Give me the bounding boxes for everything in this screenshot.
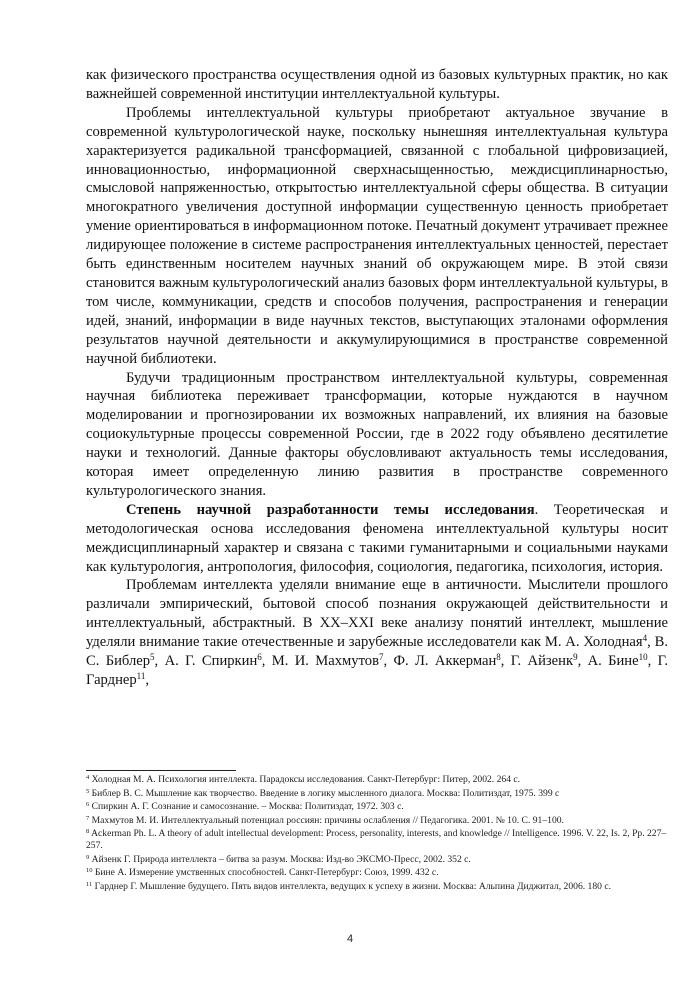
footnote-mark[interactable]: 4 [642,633,648,644]
separator: , [261,653,272,670]
footnote-number: 9 [86,853,90,861]
footnote-item [86,788,670,800]
paragraph-4 [86,501,668,577]
footnote-number: 8 [86,828,90,835]
footnote-text: Гарднер Г. Мышление будущего. Пять видов интеллекта, ведущих к успеху в жизни. Москва: Альпина Диджитал, 2006. 180 с. [92,880,611,892]
footnote-text: Холодная М. А. Психология интеллекта. Парадоксы исследования. Санкт-Петербург: Питер, 2002. 264 с. [89,774,521,785]
footnote-text: Бине А. Измерение умственных способностей. Санкт-Петербург: Союз, 1999. 432 с. [92,867,439,879]
footnote-item [86,881,670,893]
paragraph-2: Проблемы интеллектуальной культуры приобретают актуальное звучание в современной культурологической науке, поскольку нынешняя интеллектуальная культура характеризуется радикальной трансформацией, связанной с глобальной цифровизацией, инновационностью, информационной сверхнасыщенностью, междисциплинарностью, смысловой напряженностью, открытостью интеллектуальной сферы общества. В ситуации многократного увеличения доступной информации существенную ценность приобретает умение ориентироваться в информационном потоке. Печатный документ утрачивает прежнее лидирующее положение в системе распространения интеллектуальных ценностей, перестает быть единственным носителем научных знаний об окружающем мире. В этой связи становится важным культурологический анализ базовых форм интеллектуальной культуры, в том числе, коммуникации, средств и способов получения, распространения и генерации идей, знаний, информации в виде научных текстов, выступающих эталонами оформления результатов научной деятельности и аккумулирующимися в пространстве современной научной библиотеки. [86,104,668,367]
footnote-mark[interactable]: 7 [378,652,384,663]
footnote-text: Махмутов М. И. Интеллектуальный потенциал россиян: причины ослабления // Педагогика. 2001. № 10. С. 91–100. [89,814,564,826]
separator: , [577,653,588,670]
footnotes [86,774,670,894]
footnote-mark[interactable]: 10 [638,652,648,663]
footnote-text: Спиркин А. Г. Сознание и самосознание. – Москва: Политиздат, 1972. 303 с. [89,801,404,812]
author-name: М. А. Холодная [544,634,643,651]
footnote-mark[interactable]: 11 [136,671,146,681]
footnote-mark[interactable]: 5 [150,652,155,663]
paragraph-1: как физического пространства осуществления одной из базовых культурных практик, но как важнейшей современной институции интеллектуальной культуры. [86,67,668,102]
footnote-text: Айзенк Г. Природа интеллекта – битва за разум. Москва: Изд-во ЭКСМО-Пресс, 2002. 352 с. [89,853,471,865]
separator: , [383,653,394,670]
footnote-text: Ackerman Ph. L. A theory of adult intellectual development: Process, personality, interests, and knowledge // Intelligence. 1996. V. 22, Is. 2, Pp. 227–257. [86,828,667,852]
separator: , [647,634,655,651]
separator: , [145,672,149,688]
footnote-item [86,828,670,852]
footnote-number: 4 [86,774,90,781]
footnote-number: 7 [86,814,90,822]
footnote-item [86,774,670,786]
author-name: А. Бине [587,653,639,670]
body-text [86,66,668,690]
footnote-separator [86,770,236,771]
footnote-number: 6 [86,801,90,808]
footnote-item [86,801,670,813]
separator: , [500,653,511,670]
author-name: Г. Гарднер [86,653,669,688]
paragraph-4-text: . Теоретическая и методологическая основа исследования феномена интеллектуальной культуры носит междисциплинарный характер и связана с такими гуманитарными и социальными науками как культурология, антропология, философия, социология, педагогика, психология, история. [86,501,668,575]
footnote-mark[interactable]: 9 [573,652,578,663]
author-name: В. С. Библер [86,634,668,670]
paragraph-5-text: Проблемам интеллекта уделяли внимание еще в античности. Мыслители прошлого различали эмпирический, бытовой способ познания окружающей действительности и интеллектуальный, абстрактный. В XX–XXI веке анализу понятий интеллект, мышление уделяли внимание такие отечественные и зарубежные исследователи как [86,577,668,651]
author-name: А. Г. Спиркин [164,653,258,670]
page-number: 4 [346,933,354,945]
footnote-mark[interactable]: 6 [257,652,262,663]
footnote-number: 5 [86,787,90,795]
footnote-item [86,815,670,827]
footnote-mark[interactable]: 8 [496,652,501,663]
footnote-item [86,854,670,866]
separator: , [647,653,658,670]
footnote-number: 10 [86,867,93,875]
paragraph-3: Будучи традиционным пространством интеллектуальной культуры, современная научная библиотека переживает трансформации, которые нуждаются в научном моделировании и прогнозировании их возможных направлений, их влияния на базовые социокультурные процессы современной России, где в 2022 году объявлено десятилетие науки и технологий. Данные факторы обусловливают актуальность темы исследования, которая имеет определенную линию развития в пространстве современного культурологического знания. [86,369,668,499]
separator: , [154,653,165,670]
paragraph-5 [86,576,668,689]
footnote-text: Библер В. С. Мышление как творчество. Введение в логику мысленного диалога. Москва: Политиздат, 1975. 399 с [89,787,560,799]
author-name: Г. Айзенк [510,653,574,670]
author-name: Ф. Л. Аккерман [393,653,497,670]
footnote-number: 11 [86,880,93,888]
footnote-item [86,867,670,879]
author-name: М. И. Махмутов [271,653,379,670]
section-heading-inline: Степень научной разработанности темы исследования [126,501,535,518]
